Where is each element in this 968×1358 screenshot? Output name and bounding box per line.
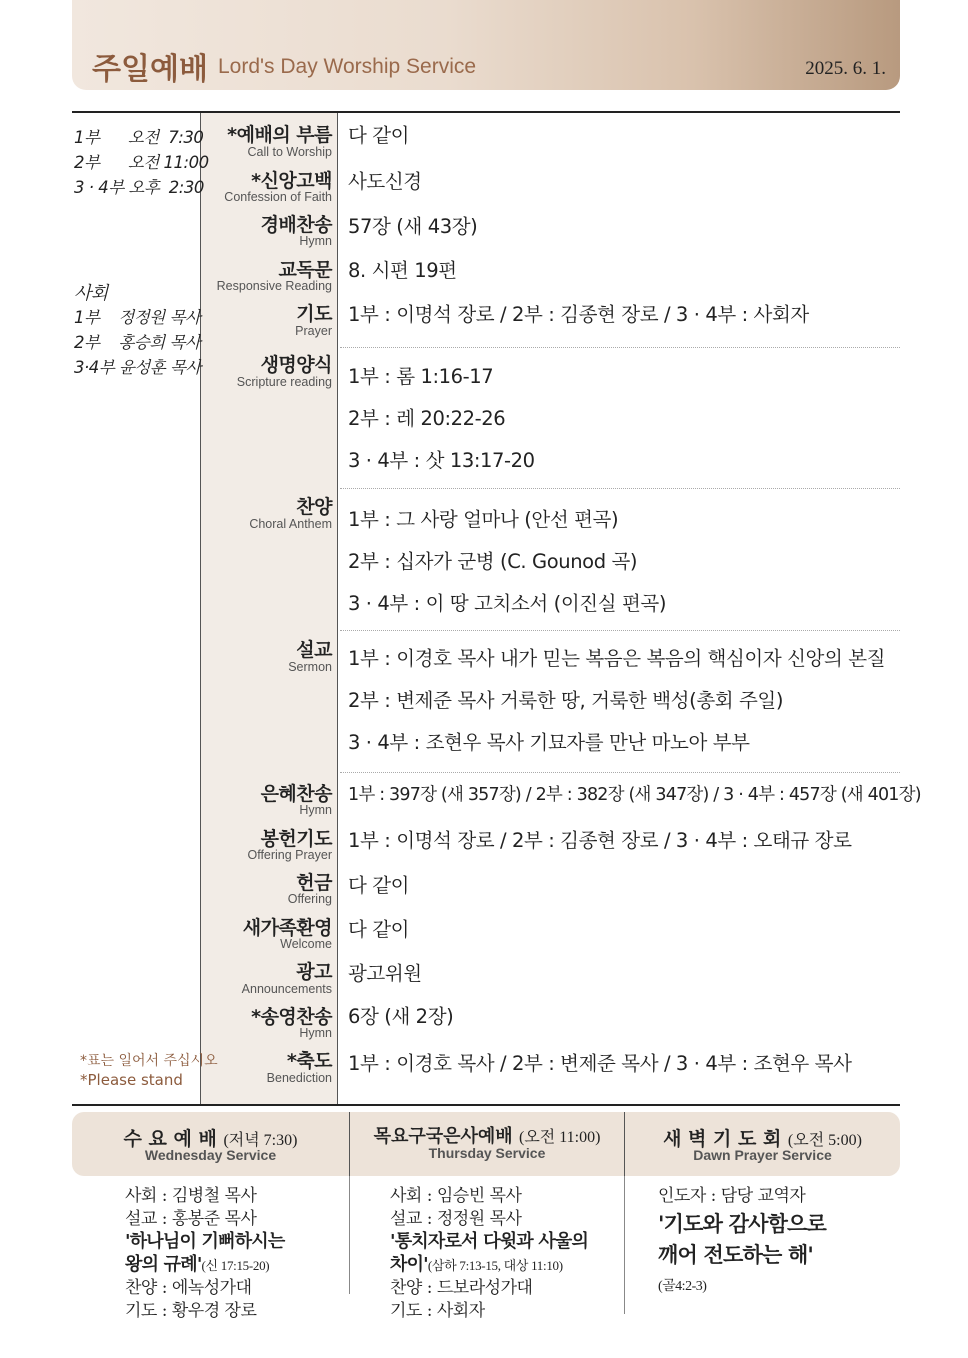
- header-banner: [72, 0, 900, 90]
- thursday-choir: 찬양 : 드보라성가대: [390, 1278, 533, 1298]
- order-label-en: Offering: [287, 892, 332, 906]
- wednesday-title: 수 요 예 배 (저녁 7:30): [123, 1128, 298, 1150]
- order-label-grace-hymn: 은혜찬송: [260, 783, 332, 805]
- order-content: 다 같이: [348, 918, 410, 941]
- host-1: 1부 정정원 목사: [74, 308, 201, 327]
- order-label-benediction: *축도: [286, 1050, 332, 1072]
- host-3: 3·4부 윤성훈 목사: [74, 358, 201, 377]
- thursday-sermon-title: '통치자로서 다윗과 사울의: [390, 1231, 589, 1252]
- dotted-divider: [340, 772, 900, 773]
- order-content: 1부 : 그 사랑 얼마나 (안선 편곡): [348, 508, 619, 531]
- order-content: 3 · 4부 : 삿 13:17-20: [348, 449, 535, 472]
- dawn-leader: 인도자 : 담당 교역자: [658, 1186, 806, 1206]
- order-content: 1부 : 롬 1:16-17: [348, 365, 494, 388]
- stand-note-en: *Please stand: [80, 1071, 183, 1089]
- order-label-en: Scripture reading: [236, 375, 332, 389]
- dotted-divider: [340, 347, 900, 348]
- host-label: 사회: [74, 283, 108, 304]
- order-content: 8. 시편 19편: [348, 259, 457, 282]
- dawn-title: 새 벽 기 도 회 (오전 5:00): [663, 1128, 862, 1150]
- order-label-announcements: 광고: [296, 961, 332, 983]
- order-content: 사도신경: [348, 170, 422, 193]
- order-label-en: Hymn: [299, 803, 332, 817]
- order-content: 다 같이: [348, 124, 410, 147]
- thursday-title: 목요구국은사예배 (오전 11:00): [373, 1126, 601, 1147]
- order-content: 광고위원: [348, 962, 422, 985]
- order-label-en: Call to Worship: [247, 145, 332, 159]
- dawn-subtitle: Dawn Prayer Service: [693, 1147, 832, 1163]
- order-content: 2부 : 십자가 군병 (C. Gounod 곡): [348, 550, 638, 573]
- wednesday-choir: 찬양 : 에녹성가대: [125, 1278, 252, 1298]
- order-label-prayer: 기도: [296, 303, 332, 325]
- wednesday-prayer: 기도 : 황우경 장로: [125, 1301, 257, 1321]
- dawn-theme-2: 깨어 전도하는 해': [658, 1243, 814, 1267]
- thursday-sermon-title-2: 차이'(삼하 7:13-15, 대상 11:10): [390, 1254, 563, 1275]
- page-subtitle: Lord's Day Worship Service: [218, 55, 477, 78]
- thursday-host: 사회 : 임승빈 목사: [390, 1186, 522, 1206]
- order-label-en: Hymn: [299, 1026, 332, 1040]
- service-time-2: 2부 오전 11:00: [74, 153, 209, 172]
- thursday-prayer: 기도 : 사회자: [390, 1301, 485, 1321]
- service-divider: [349, 1176, 350, 1294]
- order-content: 2부 : 레 20:22-26: [348, 407, 506, 430]
- order-label-hymn: 경배찬송: [260, 214, 332, 236]
- wednesday-sermon-title: '하나님이 기뻐하시는: [125, 1231, 285, 1252]
- order-label-doxology: *송영찬송: [251, 1006, 332, 1028]
- column-divider-left: [200, 113, 201, 1104]
- order-label-en: Sermon: [288, 660, 332, 674]
- order-content: 57장 (새 43장): [348, 215, 478, 238]
- order-label-en: Offering Prayer: [247, 848, 332, 862]
- order-content: 1부 : 이경호 목사 내가 믿는 복음은 복음의 핵심이자 신앙의 본질: [348, 647, 886, 670]
- column-divider-right: [337, 113, 338, 1104]
- order-content: 다 같이: [348, 874, 410, 897]
- order-content: 3 · 4부 : 이 땅 고치소서 (이진실 편곡): [348, 592, 667, 615]
- bulletin-date: 2025. 6. 1.: [805, 58, 886, 79]
- thursday-preacher: 설교 : 정정원 목사: [390, 1209, 522, 1229]
- service-divider: [624, 1176, 625, 1314]
- dotted-divider: [340, 488, 900, 489]
- order-content: 1부 : 397장 (새 357장) / 2부 : 382장 (새 347장) / 3 · 4부 : 457장 (새 401장): [348, 785, 921, 805]
- order-label-en: Announcements: [241, 982, 332, 996]
- order-content: 1부 : 이명석 장로 / 2부 : 김종현 장로 / 3 · 4부 : 사회자: [348, 303, 809, 326]
- order-label-confession: *신앙고백: [251, 170, 332, 192]
- wednesday-preacher: 설교 : 홍봉준 목사: [125, 1209, 257, 1229]
- order-label-welcome: 새가족환영: [242, 917, 332, 939]
- order-label-offering-prayer: 봉헌기도: [260, 828, 332, 850]
- wednesday-subtitle: Wednesday Service: [144, 1147, 277, 1163]
- order-label-responsive-reading: 교독문: [278, 259, 332, 281]
- order-content: 3 · 4부 : 조현우 목사 기묘자를 만난 마노아 부부: [348, 731, 750, 754]
- page-title: 주일예배: [92, 52, 208, 87]
- order-label-en: Choral Anthem: [249, 517, 332, 531]
- order-label-en: Confession of Faith: [224, 190, 332, 204]
- service-time-3: 3 · 4부 오후 2:30: [74, 178, 204, 197]
- bottom-rule: [72, 1104, 900, 1106]
- order-content: 1부 : 이경호 목사 / 2부 : 변제준 목사 / 3 · 4부 : 조현우 목사: [348, 1052, 852, 1075]
- order-label-en: Welcome: [280, 937, 332, 951]
- thursday-subtitle: Thursday Service: [428, 1145, 546, 1161]
- order-label-anthem: 찬양: [296, 496, 332, 518]
- dotted-divider: [340, 630, 900, 631]
- top-rule: [72, 111, 900, 113]
- order-content: 1부 : 이명석 장로 / 2부 : 김종현 장로 / 3 · 4부 : 오태규 장로: [348, 829, 852, 852]
- order-label-call-to-worship: *예배의 부름: [227, 124, 332, 146]
- order-label-en: Benediction: [266, 1071, 332, 1085]
- wednesday-sermon-title-2: 왕의 규례'(신 17:15-20): [125, 1254, 270, 1275]
- dawn-theme-1: '기도와 감사함으로: [658, 1212, 827, 1236]
- wednesday-host: 사회 : 김병철 목사: [125, 1186, 257, 1206]
- order-label-en: Hymn: [299, 234, 332, 248]
- order-label-scripture: 생명양식: [260, 354, 332, 376]
- service-time-1: 1부 오전 7:30: [74, 128, 204, 147]
- stand-note-ko: *표는 일어서 주십시오: [80, 1053, 218, 1069]
- order-content: 2부 : 변제준 목사 거룩한 땅, 거룩한 백성(총회 주일): [348, 689, 784, 712]
- order-label-offering: 헌금: [296, 872, 332, 894]
- order-label-en: Prayer: [295, 324, 332, 338]
- order-label-en: Responsive Reading: [216, 279, 332, 293]
- order-label-sermon: 설교: [296, 639, 332, 661]
- order-content: 6장 (새 2장): [348, 1005, 454, 1028]
- host-2: 2부 홍승희 목사: [74, 333, 201, 352]
- dawn-reference: (골4:2-3): [658, 1279, 707, 1294]
